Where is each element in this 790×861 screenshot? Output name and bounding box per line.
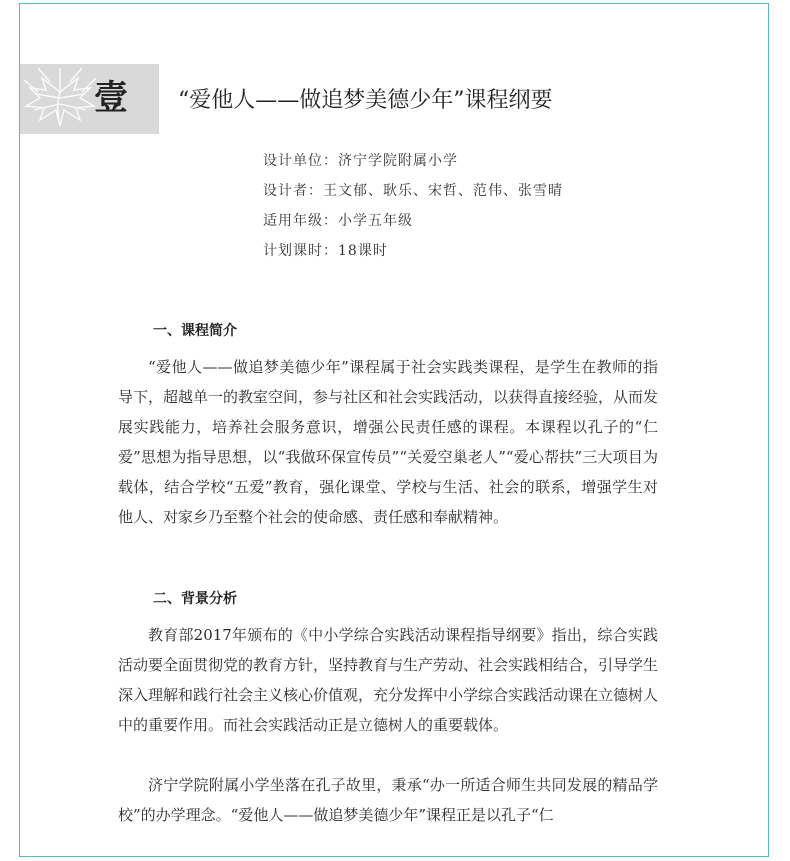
paragraph-background-1: 教育部2017年颁布的《中小学综合实践活动课程指导纲要》指出，综合实践活动要全面贯彻党的教育方针，坚持教育与生产劳动、社会实践相结合，引导学生深入理解和践行社会主义核心价值观，充分发挥中小学综合实践活动课在立德树人中的重要作用。而社会实践活动正是立德树人的重要载体。 — [118, 626, 659, 734]
paragraph-intro: “爱他人——做追梦美德少年”课程属于社会实践类课程，是学生在教师的指导下，超越单一的教室空间，参与社区和社会实践活动，以获得直接经验，从而发展实践能力，培养社会服务意识，增强公民责任感的课程。本课程以孔子的“仁爱”思想为指导思想，以“我做环保宣传员”“关爱空巢老人”“爱心帮扶”三大项目为载体，结合学校“五爱”教育，强化课堂、学校与生活、社会的联系，增强学生对他人、对家乡乃至整个社会的使命感、责任感和奉献精神。 — [118, 358, 659, 526]
section-heading-intro: 一、课程简介 — [153, 323, 237, 339]
chapter-number: 壹 — [94, 78, 128, 118]
meta-design-unit: 设计单位：济宁学院附属小学 — [263, 153, 458, 169]
meta-hours: 计划课时：18课时 — [263, 243, 388, 259]
paragraph-background-2: 济宁学院附属小学坐落在孔子故里，秉承“办一所适合师生共同发展的精品学校”的办学理念。“爱他人——做追梦美德少年”课程正是以孔子“仁 — [118, 776, 658, 824]
chapter-badge — [20, 64, 159, 134]
course-meta — [263, 146, 563, 266]
meta-grade: 适用年级：小学五年级 — [263, 213, 413, 229]
meta-designers: 设计者：王文郁、耿乐、宋哲、范伟、张雪晴 — [263, 183, 563, 199]
maple-leaf-icon — [20, 64, 159, 134]
section-heading-background: 二、背景分析 — [153, 591, 237, 607]
page-title: “爱他人——做追梦美德少年”课程纲要 — [178, 88, 553, 113]
